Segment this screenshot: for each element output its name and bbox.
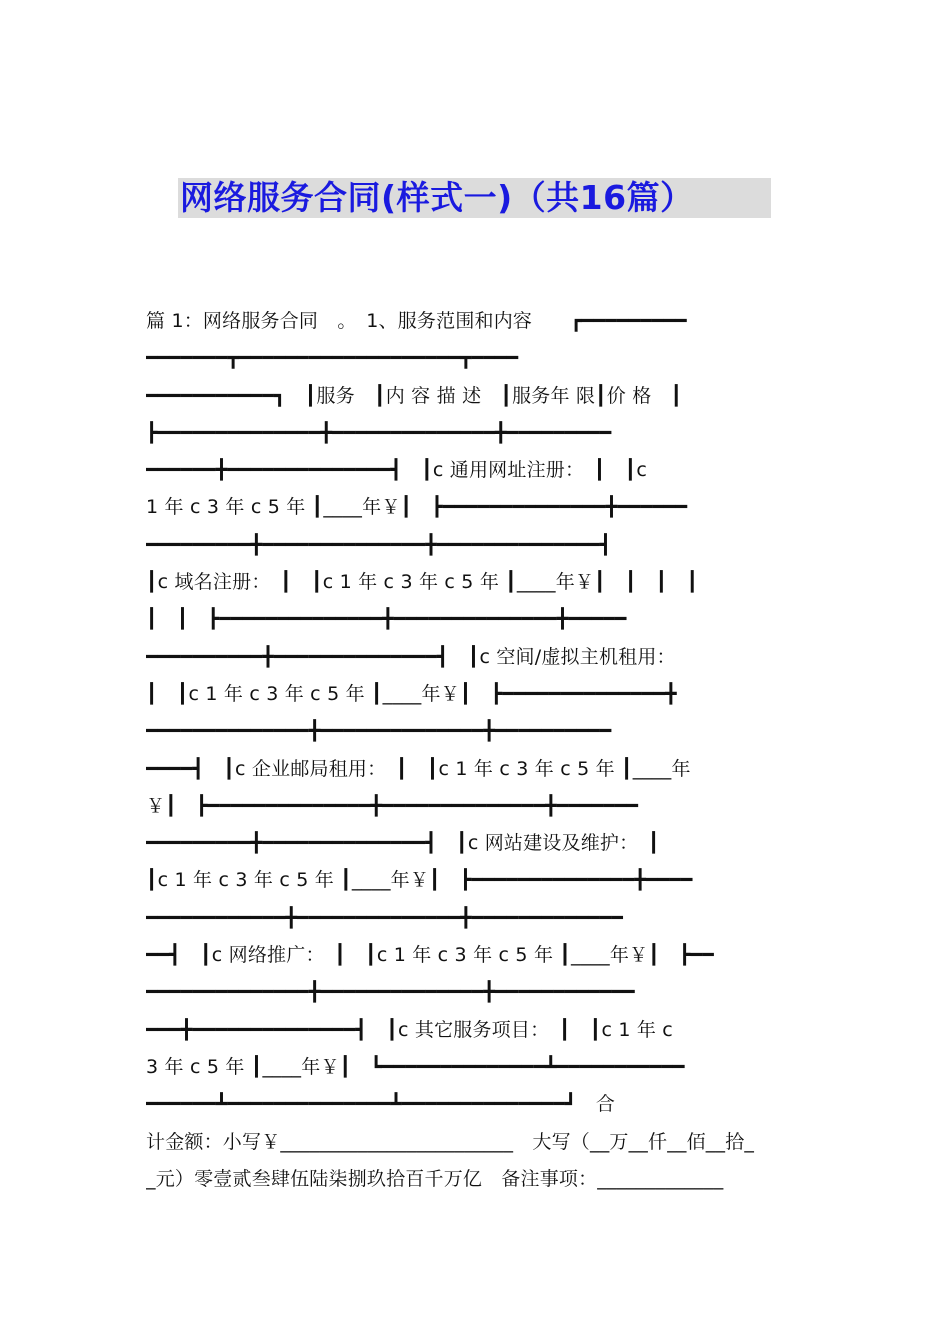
- body-line: ┃c 域名注册： ┃ ┃c 1 年 c 3 年 c 5 年 ┃____年￥┃ ┃ ┃ ┃: [146, 571, 699, 594]
- body-line: ━━━━━━━━━━━┓ ┃服务 ┃内 容 描 述 ┃服务年 限┃价 格 ┃: [146, 384, 683, 407]
- body-line: ┃c 1 年 c 3 年 c 5 年 ┃____年￥┃ ┣━━━━━━━━━━━━━━╋━━━━: [146, 869, 693, 892]
- document-body: [146, 303, 808, 1198]
- body-line: ━━━━┫ ┃c 企业邮局租用： ┃ ┃c 1 年 c 3 年 c 5 年 ┃____年: [146, 757, 691, 780]
- body-line: ━━━╋━━━━━━━━━━━━━━┫ ┃c 其它服务项目： ┃ ┃c 1 年 c: [146, 1018, 673, 1041]
- body-line: _元）零壹贰叁肆伍陆柒捌玖拾百千万亿 备注事项：_____________: [146, 1167, 724, 1190]
- body-line: 3 年 c 5 年 ┃____年￥┃ ┗━━━━━━━━━━━━━━┻━━━━━━━━━━━: [146, 1055, 685, 1078]
- body-line: 篇 1：网络服务合同 。 1、服务范围和内容 ┏━━━━━━━━━: [146, 310, 687, 332]
- body-line: ￥┃ ┣━━━━━━━━━━━━━━╋━━━━━━━━━━━━━━╋━━━━━━━: [146, 794, 639, 817]
- body-line: ━━━━━━━━━━━━━━╋━━━━━━━━━━━━━━╋━━━━━━━━━━━━: [146, 981, 635, 1004]
- body-line: 计金额：小写￥________________________ 大写（__万__仟__佰__拾_: [146, 1130, 755, 1153]
- body-line: ┣━━━━━━━━━━━━━━╋━━━━━━━━━━━━━━╋━━━━━━━━━: [146, 421, 612, 444]
- body-line: 1 年 c 3 年 c 5 年 ┃____年￥┃ ┣━━━━━━━━━━━━━━╋━━━━━━: [146, 496, 688, 519]
- body-line: ━━┫ ┃c 网络推广： ┃ ┃c 1 年 c 3 年 c 5 年 ┃____年￥┃ ┣━━: [146, 944, 714, 967]
- body-line: ┃ ┃c 1 年 c 3 年 c 5 年 ┃____年￥┃ ┣━━━━━━━━━━━━━━╋: [146, 682, 677, 705]
- body-line: ━━━━━━┻━━━━━━━━━━━━━━┻━━━━━━━━━━━━━━┛ 合: [146, 1093, 616, 1116]
- body-line: ━━━━━━━━━━━━━━╋━━━━━━━━━━━━━━╋━━━━━━━━━━: [146, 720, 612, 743]
- body-line: ━━━━━━━━━╋━━━━━━━━━━━━━━╋━━━━━━━━━━━━━━┫: [146, 533, 612, 556]
- body-line: ┃ ┃ ┣━━━━━━━━━━━━━━╋━━━━━━━━━━━━━━╋━━━━━: [146, 608, 627, 631]
- body-line: ━━━━━━━┳━━━━━━━━━━━━━━━━━━━┳━━━━: [146, 347, 519, 370]
- body-line: ━━━━━━━━━━╋━━━━━━━━━━━━━━┫ ┃c 空间/虚拟主机租用：: [146, 645, 676, 668]
- body-line: ━━━━━━━━━━━━╋━━━━━━━━━━━━━━╋━━━━━━━━━━━━━: [146, 906, 624, 929]
- document-title: 网络服务合同(样式一)（共16篇）: [180, 178, 694, 217]
- body-line: ━━━━━━╋━━━━━━━━━━━━━━┫ ┃c 通用网址注册： ┃ ┃c: [146, 459, 648, 482]
- body-line: ━━━━━━━━━╋━━━━━━━━━━━━━━┫ ┃c 网站建设及维护： ┃: [146, 832, 660, 855]
